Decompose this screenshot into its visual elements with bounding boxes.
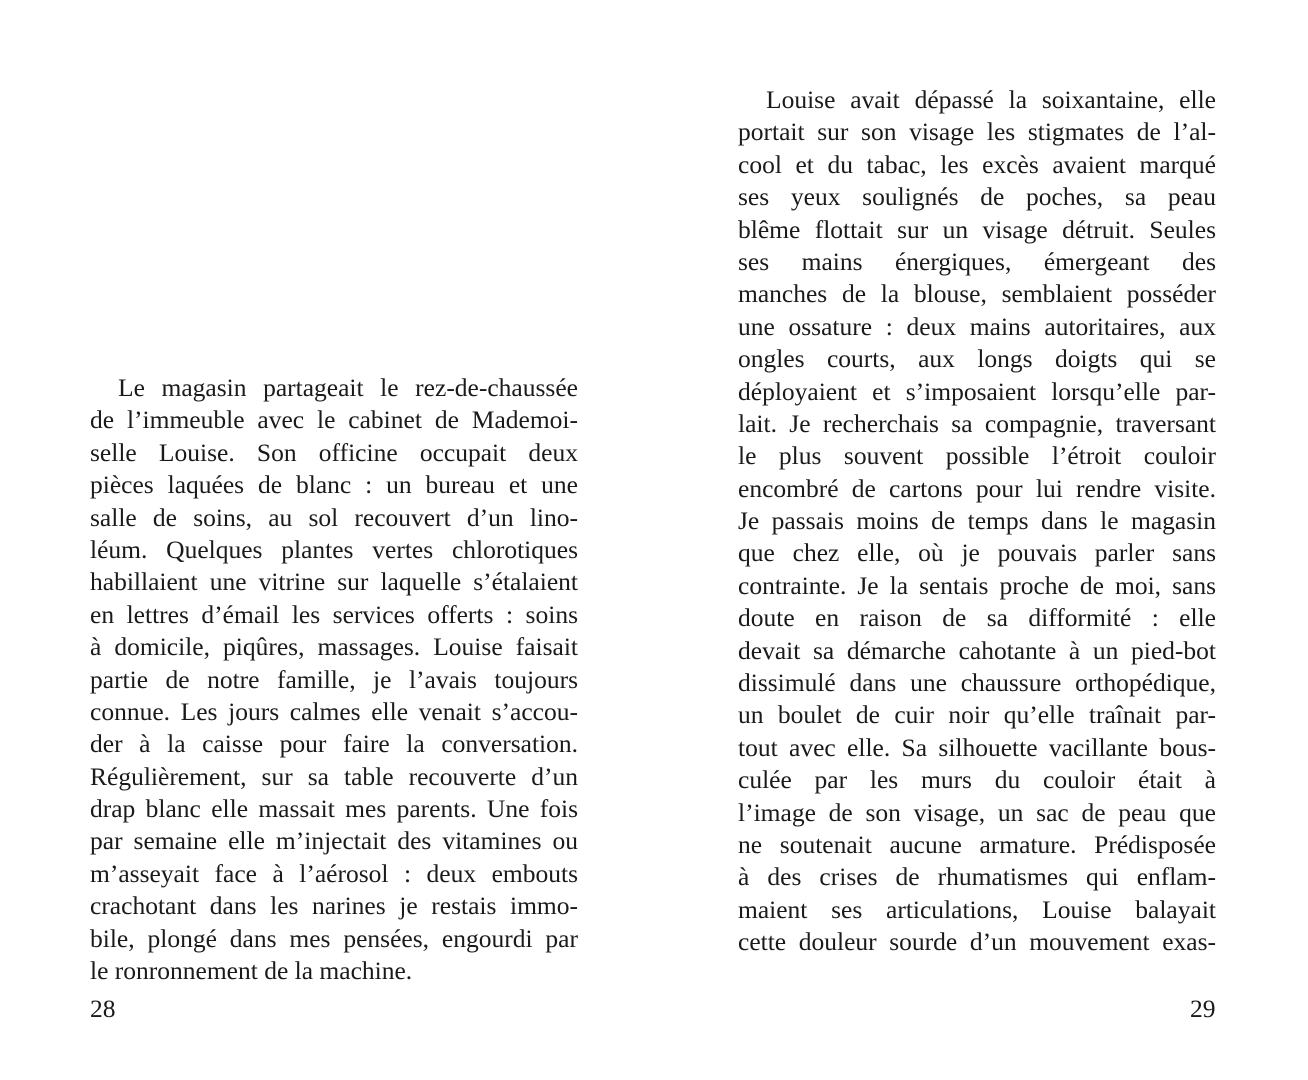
text-line: der à la caisse pour faire la conversation.: [90, 729, 578, 759]
text-line: m’asseyait face à l’aérosol : deux embouts: [90, 858, 578, 888]
text-line: blême flottait sur un visage détruit. Seules: [738, 214, 1216, 244]
text-line: Le magasin partageait le rez-de-chaussée: [118, 373, 578, 402]
text-line: selle Louise. Son officine occupait deux: [90, 437, 578, 467]
text-line: le ronronnement de la machine.: [90, 956, 413, 986]
text-line: drap blanc elle massait mes parents. Une fois: [90, 794, 578, 824]
text-line: une ossature : deux mains autoritaires, aux: [738, 311, 1216, 341]
text-line: tout avec elle. Sa silhouette vacillante bous-: [738, 732, 1216, 762]
text-line: le plus souvent possible l’étroit couloir: [738, 441, 1216, 471]
text-line: portait sur son visage les stigmates de l’al-: [738, 117, 1216, 147]
text-line: que chez elle, où je pouvais parler sans: [738, 538, 1216, 568]
text-line: dissimulé dans une chaussure orthopédique,: [738, 668, 1216, 698]
text-line: léum. Quelques plantes vertes chlorotiques: [90, 534, 578, 564]
text-line: maient ses articulations, Louise balayait: [738, 894, 1216, 924]
text-line: encombré de cartons pour lui rendre visite.: [738, 473, 1216, 503]
text-line: ne soutenait aucune armature. Prédisposée: [738, 829, 1216, 859]
text-line: Je passais moins de temps dans le magasin: [738, 506, 1216, 536]
text-line: crachotant dans les narines je restais immo-: [90, 891, 578, 921]
text-line: connue. Les jours calmes elle venait s’accou-: [90, 696, 578, 726]
text-line: Louise avait dépassé la soixantaine, elle: [766, 85, 1216, 114]
text-line: ses yeux soulignés de poches, sa peau: [738, 182, 1216, 212]
text-line: manches de la blouse, semblaient posséder: [738, 279, 1216, 309]
text-line: contrainte. Je la sentais proche de moi, sans: [738, 570, 1216, 600]
text-line: salle de soins, au sol recouvert d’un lino-: [90, 502, 578, 532]
text-line: cette douleur sourde d’un mouvement exas-: [738, 927, 1216, 957]
text-line: devait sa démarche cahotante à un pied-bot: [738, 635, 1216, 665]
text-line: culée par les murs du couloir était à: [738, 765, 1216, 795]
text-line: bile, plongé dans mes pensées, engourdi par: [90, 923, 578, 953]
text-line: à domicile, piqûres, massages. Louise faisait: [90, 632, 578, 662]
text-line: déployaient et s’imposaient lorsqu’elle par-: [738, 376, 1216, 406]
text-line: partie de notre famille, je l’avais toujours: [90, 664, 578, 694]
text-line: un boulet de cuir noir qu’elle traînait par-: [738, 700, 1216, 730]
page-number: 28: [90, 994, 116, 1023]
page-number: 29: [1190, 994, 1216, 1023]
text-line: Régulièrement, sur sa table recouverte d’un: [90, 761, 578, 791]
text-line: lait. Je recherchais sa compagnie, traversant: [738, 408, 1216, 438]
left-page-text: [90, 372, 578, 987]
text-line: par semaine elle m’injectait des vitamines ou: [90, 826, 578, 856]
text-line: en lettres d’émail les services offerts : soins: [90, 599, 578, 629]
text-line: cool et du tabac, les excès avaient marqué: [738, 149, 1216, 179]
text-line: habillaient une vitrine sur laquelle s’étalaient: [90, 567, 578, 597]
text-line: pièces laquées de blanc : un bureau et une: [90, 470, 578, 500]
text-line: doute en raison de sa difformité : elle: [738, 603, 1216, 633]
text-line: l’image de son visage, un sac de peau que: [738, 797, 1216, 827]
text-line: ses mains énergiques, émergeant des: [738, 246, 1216, 276]
right-page-text: [738, 84, 1216, 959]
right-page: [654, 0, 1308, 1080]
text-line: à des crises de rhumatismes qui enflam-: [738, 862, 1216, 892]
text-line: ongles courts, aux longs doigts qui se: [738, 344, 1216, 374]
text-line: de l’immeuble avec le cabinet de Mademoi-: [90, 405, 578, 435]
